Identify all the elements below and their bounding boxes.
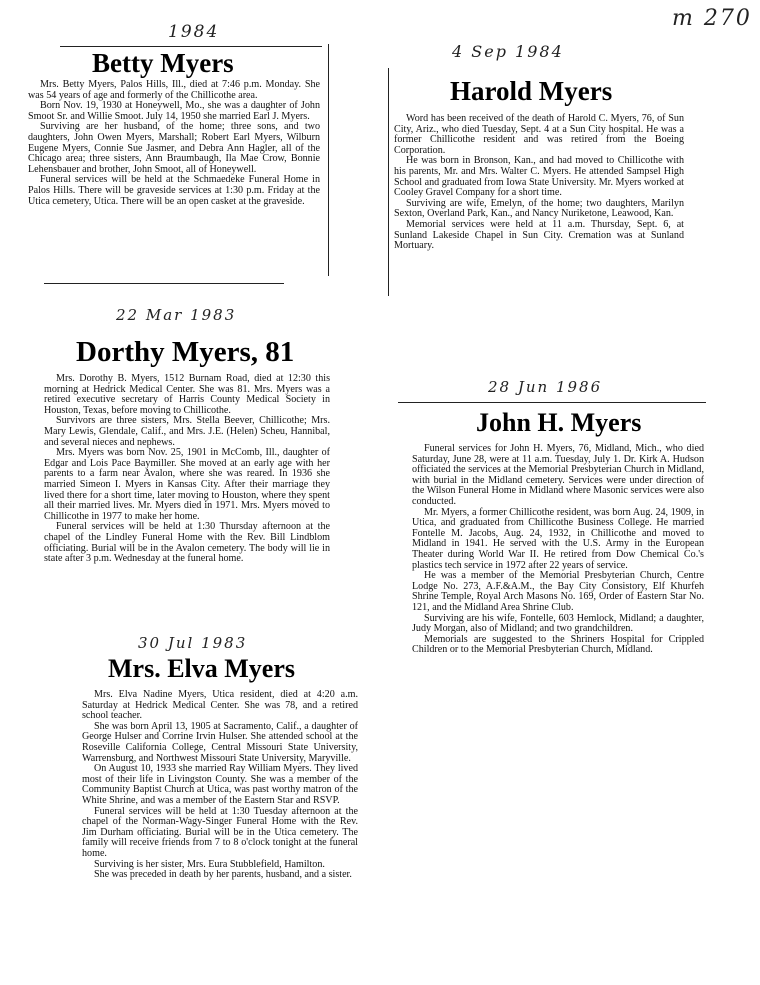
- paragraph: Funeral services will be held at 1:30 Tuesday afternoon at the chapel of the Norman-Wagy-Singer Funeral Home with the Rev. Jim Durham officiating. Burial will be in the Utica cemetery. The family will receive friends from 7 to 8 o'clock tonight at the funeral home.: [82, 805, 358, 859]
- paragraph: Surviving are her husband, of the home; three sons, and two daughters, John Owen Myers, Marshall; Robert Earl Myers, Wilburn Eugene Myers, Connie Sue Jasmer, and Debra Ann Hagler, all of the Chicago area; three sisters, Ann Braumbaugh, Ila Mae Crow, Bonnie Lehensbauer and brother, John Smoot, all of Honeywell.: [28, 121, 320, 175]
- obituary-body-harold: [394, 114, 684, 252]
- clipping-date-elva: 30 Jul 1983: [138, 634, 248, 652]
- page-reference: m 270: [672, 6, 752, 31]
- paragraph: Memorial services were held at 11 a.m. Thursday, Sept. 6, at Sunland Lakeside Chapel in Sun City. Cremation was at Sunland Mortuary.: [394, 218, 684, 252]
- paragraph: She was born April 13, 1905 at Sacramento, Calif., a daughter of George Hulser and Corrine Irvin Hulser. She attended school at the Roseville California College, Central Missouri State University, Warrensburg, and Northwest Missouri State University, Maryville.: [82, 720, 358, 764]
- paragraph: Funeral services will be held at the Schmaedeke Funeral Home in Palos Hills. There will be graveside services at 1:30 p.m. Friday at the Utica cemetery, Utica. There will be an open casket at the graveside.: [28, 174, 320, 207]
- paragraph: Born Nov. 19, 1930 at Honeywell, Mo., she was a daughter of John Smoot Sr. and Willie Smoot. July 14, 1950 she married Earl J. Myers.: [28, 100, 320, 122]
- paragraph: Word has been received of the death of Harold C. Myers, 76, of Sun City, Ariz., who died Tuesday, Sept. 4 at a Sun City hospital. He was a former Chillicothe resident and was retired from the Boeing Corporation.: [394, 113, 684, 156]
- paragraph: Mr. Myers, a former Chillicothe resident, was born Aug. 24, 1909, in Utica, and graduated from Chillicothe Business College. He married Fontelle M. Jacobs, Aug. 24, 1932, in Chillicothe and moved to Midland in 1941. He served with the U.S. Army in the European Theater during World War II. He retired from Dow Chemical Co.'s plastics tech service in 1972 after 22 years of service.: [412, 506, 704, 571]
- paragraph: Mrs. Dorothy B. Myers, 1512 Burnam Road, died at 12:30 this morning at Hedrick Medical Center. She was 81. Mrs. Myers was a retired executive secretary of Harris County Medical Society in Houston, Texas, before moving to Chillicothe.: [44, 373, 330, 416]
- obituary-title-harold: Harold Myers: [450, 76, 613, 106]
- paragraph: He was a member of the Memorial Presbyterian Church, Centre Lodge No. 273, A.F.&A.M., the Bay City Consistory, Elf Khurfeh Shrine Temple, Royal Arch Masons No. 169, Order of Eastern Star No. 121, and the Midland Area Shrine Club.: [412, 570, 704, 613]
- clipping-date-john: 28 Jun 1986: [488, 378, 603, 396]
- obituary-title-elva: Mrs. Elva Myers: [108, 654, 296, 683]
- paragraph: On August 10, 1933 she married Ray William Myers. They lived most of their life in Livingston County. She was a member of the Community Baptist Church at Utica, was past worthy matron of the White Shrine, and was a member of the Eastern Star and RSVP.: [82, 763, 358, 806]
- paragraph: She was preceded in death by her parents, husband, and a sister.: [94, 869, 352, 881]
- paragraph: Memorials are suggested to the Shriners Hospital for Crippled Children or to the Memorial Presbyterian Church, Midland.: [412, 633, 704, 656]
- column-rule: [388, 68, 389, 296]
- obituary-body-dorthy: [44, 374, 330, 565]
- clipping-date-harold: 4 Sep 1984: [452, 42, 564, 61]
- clipping-date-betty: 1984: [168, 22, 220, 42]
- paragraph: Surviving is her sister, Mrs. Eura Stubblefield, Hamilton.: [94, 858, 325, 870]
- clipping-top-rule: [398, 402, 706, 403]
- paragraph: Surviving are wife, Emelyn, of the home; two daughters, Marilyn Sexton, Overland Park, Kan., and Nancy Nuriketone, Leawood, Kan.: [394, 197, 684, 220]
- paragraph: Survivors are three sisters, Mrs. Stella Beever, Chillicothe; Mrs. Mary Lewis, Glendale, Calif., and Mrs. J.E. (Helen) Scheu, Hannibal, and several nieces and nephews.: [44, 415, 330, 448]
- paragraph: Surviving are his wife, Fontelle, 603 Hemlock, Midland; a daughter, Judy Morgan, also of Midland; and two grandchildren.: [412, 612, 704, 635]
- paragraph: Funeral services will be held at 1:30 Thursday afternoon at the chapel of the Lindley Funeral Home with the Rev. Bill Lindblom officiating. Burial will be in the Avalon cemetery. The body will lie in state after 3 p.m. Wednesday at the funeral home.: [44, 521, 330, 565]
- obituary-body-elva: [82, 690, 358, 881]
- paragraph: He was born in Bronson, Kan., and had moved to Chillicothe with his parents, Mr. and Mrs. Walter C. Myers. He attended Sampsel High School and graduated from Iowa State University. Mr. Myers worked at Cooley Gravel Company for a short time.: [394, 155, 684, 199]
- clipping-date-dorthy: 22 Mar 1983: [116, 306, 237, 324]
- obituary-body-john: [412, 444, 704, 656]
- paragraph: Mrs. Elva Nadine Myers, Utica resident, died at 4:20 a.m. Saturday at Hedrick Medical Center. She was 78, and a retired school teacher.: [82, 689, 358, 722]
- obituary-title-dorthy: Dorthy Myers, 81: [76, 336, 295, 368]
- column-rule: [328, 44, 329, 276]
- paragraph: Mrs. Betty Myers, Palos Hills, Ill., died at 7:46 p.m. Monday. She was 54 years of age and formerly of the Chillicothe area.: [28, 79, 320, 101]
- paragraph: Mrs. Myers was born Nov. 25, 1901 in McComb, Ill., daughter of Edgar and Lois Pace Baymiller. She moved at an early age with her parents to a farm near Avalon, where she was reared. In 1936 she married Simeon I. Myers in Kansas City. After their marriage they lived there for a short time, later moving to Houston, where they spent all their married lives. Mr. Myers died in 1971. Mrs. Myers moved to Chillicothe in 1977 to make her home.: [44, 447, 330, 522]
- clipping-top-rule: [60, 46, 322, 47]
- obituary-title-betty: Betty Myers: [92, 48, 234, 78]
- obituary-title-john: John H. Myers: [476, 408, 642, 437]
- paragraph: Funeral services for John H. Myers, 76, Midland, Mich., who died Saturday, June 28, were at 11 a.m. Tuesday, July 1. Dr. Kirk A. Hudson officiated the services at the Memorial Presbyterian Church in Midland, with burial in the Midland cemetery. Services were under direction of the Wilson Funeral Home in Midland where Masonic services were also conducted.: [412, 443, 704, 507]
- clipping-bottom-rule: [44, 283, 284, 284]
- obituary-body-betty: [28, 80, 320, 207]
